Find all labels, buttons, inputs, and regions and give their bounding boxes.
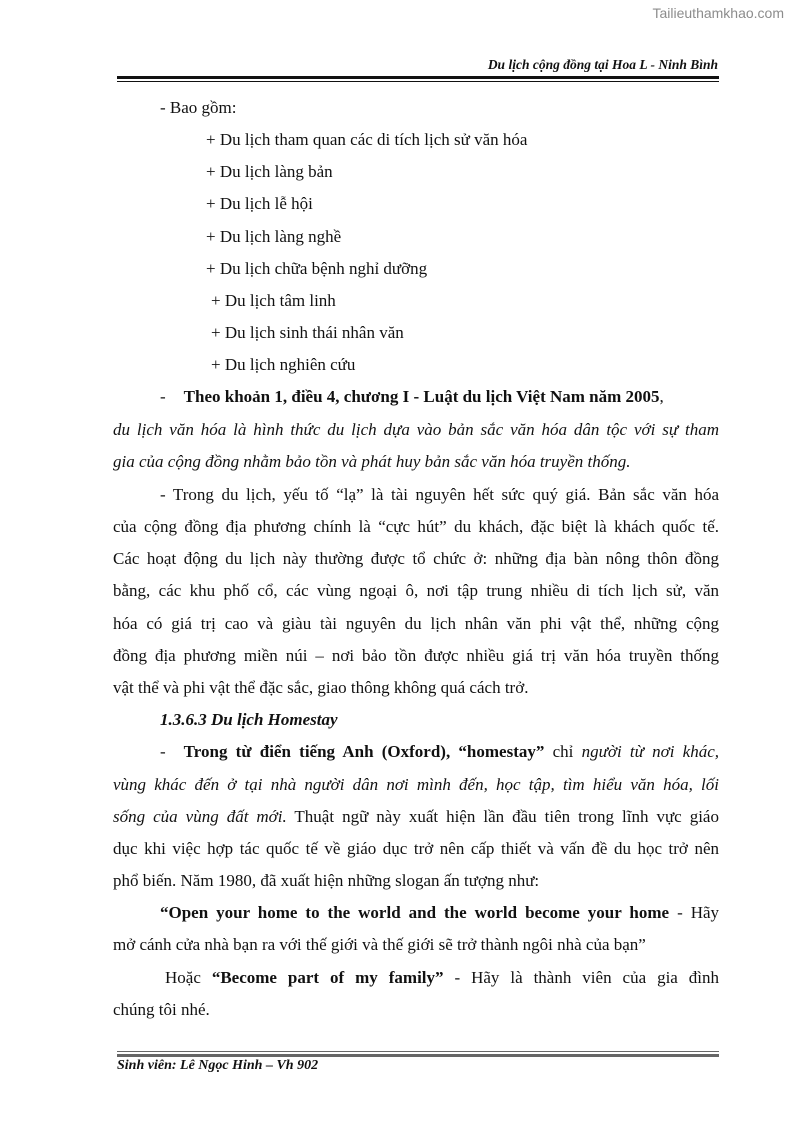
law-reference: Theo khoản 1, điều 4, chương I - Luật du lịch Việt Nam năm 2005 xyxy=(183,387,660,406)
slogan-english: “Open your home to the world and the world become your home xyxy=(160,903,670,922)
oxford-paragraph-line xyxy=(113,806,719,828)
slogan-english: “Become part of my family” xyxy=(211,968,444,987)
strange-paragraph-line: bằng, các khu phố cổ, các vùng ngoại ô, nơi tập trung nhiều di tích lịch sử, văn xyxy=(113,581,719,600)
strange-paragraph-line: Các hoạt động du lịch này thường được tổ chức ở: những địa bàn nông thôn đồng xyxy=(113,549,719,568)
strange-paragraph-line: đồng địa phương miền núi – nơi bảo tồn được nhiều giá trị văn hóa truyền thống xyxy=(113,646,719,665)
strange-paragraph-line: hóa có giá trị cao và giàu tài nguyên du lịch nhân văn phi vật thể, những cộng xyxy=(113,614,719,633)
footer-rule-thin xyxy=(117,1051,719,1052)
includes-label: - Bao gồm: xyxy=(160,98,237,117)
slogan-line: chúng tôi nhé. xyxy=(113,1000,210,1019)
list-item: + Du lịch lễ hội xyxy=(206,194,313,213)
list-item: + Du lịch sinh thái nhân văn xyxy=(211,323,404,342)
strange-paragraph-line: vật thể và phi vật thể đặc sắc, giao thông không quá cách trở. xyxy=(113,678,529,697)
list-item: + Du lịch chữa bệnh nghỉ dưỡng xyxy=(206,259,428,278)
watermark-text: Tailieuthamkhao.com xyxy=(652,5,784,21)
running-header: Du lịch cộng đồng tại Hoa L - Ninh Bình xyxy=(487,57,718,72)
footer-rule xyxy=(117,1054,719,1057)
oxford-connector: chỉ xyxy=(544,742,582,761)
strange-paragraph-line: của cộng đồng địa phương chính là “cực hút” du khách, đặc biệt là khách quốc tế. xyxy=(113,517,719,536)
list-item: + Du lịch làng nghề xyxy=(206,227,342,246)
slogan-translation: - Hãy là thành viên của gia đình xyxy=(443,968,720,987)
slogan-line xyxy=(160,902,719,924)
strange-paragraph-line: - Trong du lịch, yếu tố “lạ” là tài nguyên hết sức quý giá. Bản sắc văn hóa xyxy=(160,485,719,504)
law-paragraph-line xyxy=(160,386,719,408)
slogan-prefix: Hoặc xyxy=(165,968,212,987)
slogan-line: mở cánh cửa nhà bạn ra với thế giới và thế giới sẽ trở thành ngôi nhà của bạn” xyxy=(113,935,646,954)
list-item: + Du lịch làng bản xyxy=(206,162,333,181)
oxford-paragraph-line: phổ biến. Năm 1980, đã xuất hiện những slogan ấn tượng như: xyxy=(113,871,540,890)
oxford-paragraph-line: dục khi việc hợp tác quốc tế về giáo dục trở nên cấp thiết và vấn đề du học trở nên xyxy=(113,839,719,858)
slogan-line xyxy=(165,967,719,989)
slogan-translation-start: - Hãy xyxy=(669,903,720,922)
oxford-term: Trong từ điển tiếng Anh (Oxford), “homestay” xyxy=(183,742,545,761)
footer-author: Sinh viên: Lê Ngọc Hinh – Vh 902 xyxy=(117,1058,319,1073)
oxford-definition: người từ nơi khác, xyxy=(581,742,719,761)
law-definition-line: du lịch văn hóa là hình thức du lịch dựa vào bản sắc văn hóa dân tộc với sự tham xyxy=(113,420,719,439)
oxford-definition-end: sống của vùng đất mới. xyxy=(113,807,287,826)
law-dash: - xyxy=(160,387,166,406)
law-comma: , xyxy=(659,387,664,406)
list-item: + Du lịch tâm linh xyxy=(211,291,336,310)
list-item: + Du lịch nghiên cứu xyxy=(211,355,356,374)
oxford-paragraph-line xyxy=(160,741,719,763)
section-heading: 1.3.6.3 Du lịch Homestay xyxy=(160,710,338,729)
list-item: + Du lịch tham quan các di tích lịch sử văn hóa xyxy=(206,130,528,149)
oxford-text: Thuật ngữ này xuất hiện lần đầu tiên trong lĩnh vực giáo xyxy=(286,807,719,826)
oxford-dash: - xyxy=(160,742,166,761)
oxford-paragraph-line: vùng khác đến ở tại nhà người dân nơi mình đến, học tập, tìm hiểu văn hóa, lối xyxy=(113,775,719,794)
law-definition-line: gia của cộng đồng nhằm bảo tồn và phát huy bản sắc văn hóa truyền thống. xyxy=(113,452,631,471)
